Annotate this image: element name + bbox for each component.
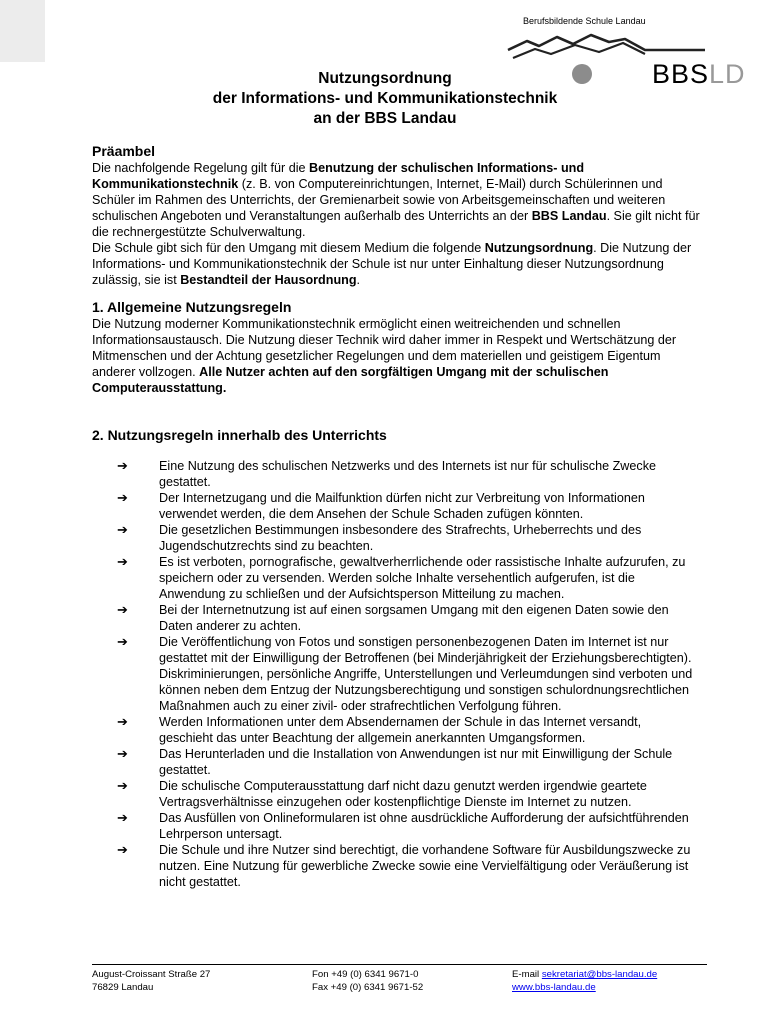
rule-item <box>92 842 702 890</box>
rule-text: Es ist verboten, pornografische, gewaltverherrlichende oder rassistische Inhalte aufzurufen, zu speichern oder zu versenden. Werden solche Inhalte versehentlich aufgerufen, ist die Anwendung zu schließen und der Aufsichtsperson Mitteilung zu machen. <box>159 555 686 601</box>
rule-text: Der Internetzugang und die Mailfunktion dürfen nicht zur Verbreitung von Informationen verwendet werden, die dem Ansehen der Schule Schaden zufügen könnten. <box>159 491 645 521</box>
rule-item <box>92 490 702 522</box>
text-run: Die Nutzung moderner Kommunikationstechnik ermöglicht einen weitreichenden und schnellen Informationsaustausch. Die Nutzung dieser Technik wird daher immer in Respekt und Wertschätzung der Mitmenschen und der Achtung gesetzlicher Regelungen und dem materiellen und geistigem Eigentum anderer vollzogen. <box>92 317 677 379</box>
section-1-heading: 1. Allgemeine Nutzungsregeln <box>92 299 292 315</box>
rule-text: Das Herunterladen und die Installation von Anwendungen ist nur mit Einwilligung der Schule gestattet. <box>159 747 673 777</box>
arrow-right-icon: ➔ <box>117 490 128 505</box>
footer-fax: Fax +49 (0) 6341 9671-52 <box>312 982 424 993</box>
rule-text: Die schulische Computerausstattung darf nicht dazu genutzt werden irgendwie geartete Vertragsverhältnisse einzugehen oder kostenpflichtige Dienste im Internet zu nutzen. <box>159 779 647 809</box>
bold-text: Alle Nutzer achten auf den sorgfältigen Umgang mit der schulischen Computerausstattung. <box>92 365 609 395</box>
rule-item <box>92 554 702 602</box>
rule-item <box>92 778 702 810</box>
arrow-right-icon: ➔ <box>117 746 128 761</box>
rules-list <box>92 458 702 890</box>
footer-phone <box>312 968 423 994</box>
rule-item <box>92 602 702 634</box>
footer-city: 76829 Landau <box>92 982 154 993</box>
bold-text: BBS Landau <box>531 209 607 223</box>
logo-brand-bbs: BBS <box>652 59 710 89</box>
arrow-right-icon: ➔ <box>117 602 128 617</box>
footer-web-link[interactable]: www.bbs-landau.de <box>512 982 596 993</box>
footer-email-label: E-mail <box>512 969 542 980</box>
bold-text: Benutzung der schulischen Informations- und Kommunikationstechnik <box>92 161 585 191</box>
footer-street: August-Croissant Straße 27 <box>92 969 211 980</box>
rule-item <box>92 458 702 490</box>
bold-text: Nutzungsordnung <box>484 241 594 255</box>
footer-contact <box>512 968 657 994</box>
arrow-right-icon: ➔ <box>117 778 128 793</box>
footer-address <box>92 968 210 994</box>
arrow-right-icon: ➔ <box>117 458 128 473</box>
preamble-paragraph-2 <box>92 240 702 288</box>
arrow-right-icon: ➔ <box>117 810 128 825</box>
document-title <box>0 69 770 129</box>
rule-text: Eine Nutzung des schulischen Netzwerks und des Internets ist nur für schulische Zwecke gestattet. <box>159 459 656 489</box>
text-run: . Die Nutzung der Informations- und Kommunikationstechnik der Schule ist nur unter Einhaltung dieser Nutzungsordnung zulässig, sie ist <box>92 241 692 287</box>
text-run: . Sie gilt nicht für die rechnergestützte Schulverwaltung. <box>92 209 700 239</box>
logo-school-name: Berufsbildende Schule Landau <box>523 16 646 26</box>
arrow-right-icon: ➔ <box>117 554 128 569</box>
footer-fon: Fon +49 (0) 6341 9671-0 <box>312 969 419 980</box>
arrow-right-icon: ➔ <box>117 522 128 537</box>
bold-text: Bestandteil der Hausordnung <box>180 273 357 287</box>
arrow-right-icon: ➔ <box>117 634 128 649</box>
arrow-right-icon: ➔ <box>117 842 128 857</box>
rule-text: Die Veröffentlichung von Fotos und sonstigen personenbezogenen Daten im Internet ist nur gestattet mit der Einwilligung der Betroffenen (bei Minderjährigkeit der Erziehungsberechtigten). Diskriminierungen, persönliche Angriffe, Unterstellungen und Verleumdungen sind verboten und können neben dem Entzug der Nutzungsberechtigung und sonstigen schulordnungsrechtlichen Maßnahmen auch zu einer zivil- oder strafrechtlichen Verfolgung führen. <box>159 635 693 713</box>
rule-item <box>92 810 702 842</box>
rule-text: Die Schule und ihre Nutzer sind berechtigt, die vorhandene Software für Ausbildungszwecke zu nutzen. Eine Nutzung für gewerbliche Zwecke sowie eine Vervielfältigung oder Veräußerung ist nicht gestattet. <box>159 843 691 889</box>
rule-item <box>92 634 702 714</box>
logo-brand-ld: LD <box>709 59 746 89</box>
title-line-2: der Informations- und Kommunikationstechnik <box>212 90 558 107</box>
rule-item <box>92 714 702 746</box>
rule-text: Werden Informationen unter dem Absendernamen der Schule in das Internet versandt, geschieht das unter Beachtung der allgemein anerkannten Umgangsformen. <box>159 715 642 745</box>
text-run: (z. B. von Computereinrichtungen, Internet, E-Mail) durch Schülerinnen und Schüler im Rahmen des Unterrichts, der Gremienarbeit sowie von Arbeitsgemeinschaften und weiteren schulischen Angeboten und Veranstaltungen außerhalb des Unterrichts an der <box>92 177 666 223</box>
page-footer <box>92 964 707 993</box>
rule-text: Das Ausfüllen von Onlineformularen ist ohne ausdrückliche Aufforderung der aufsichtführenden Lehrperson untersagt. <box>159 811 689 841</box>
corner-tab <box>0 0 45 62</box>
rule-item <box>92 746 702 778</box>
rule-item <box>92 522 702 554</box>
document-body <box>92 142 702 890</box>
text-run: Die nachfolgende Regelung gilt für die <box>92 161 310 175</box>
text-run: . <box>356 273 361 287</box>
rule-text: Bei der Internetnutzung ist auf einen sorgsamen Umgang mit den eigenen Daten sowie den Daten anderer zu achten. <box>159 603 669 633</box>
title-line-3: an der BBS Landau <box>313 110 457 127</box>
text-run: Die Schule gibt sich für den Umgang mit diesem Medium die folgende <box>92 241 485 255</box>
preamble-heading: Präambel <box>92 143 156 159</box>
arrow-right-icon: ➔ <box>117 714 128 729</box>
rule-text: Die gesetzlichen Bestimmungen insbesondere des Strafrechts, Urheberrechts und des Jugendschutzrechts sind zu beachten. <box>159 523 642 553</box>
logo-wave-graphic <box>505 30 740 62</box>
section-2-heading: 2. Nutzungsregeln innerhalb des Unterrichts <box>92 427 387 443</box>
preamble-paragraph-1 <box>92 160 702 240</box>
title-line-1: Nutzungsordnung <box>318 70 452 87</box>
footer-email-link[interactable]: sekretariat@bbs-landau.de <box>541 969 658 980</box>
section-1-paragraph <box>92 316 702 396</box>
